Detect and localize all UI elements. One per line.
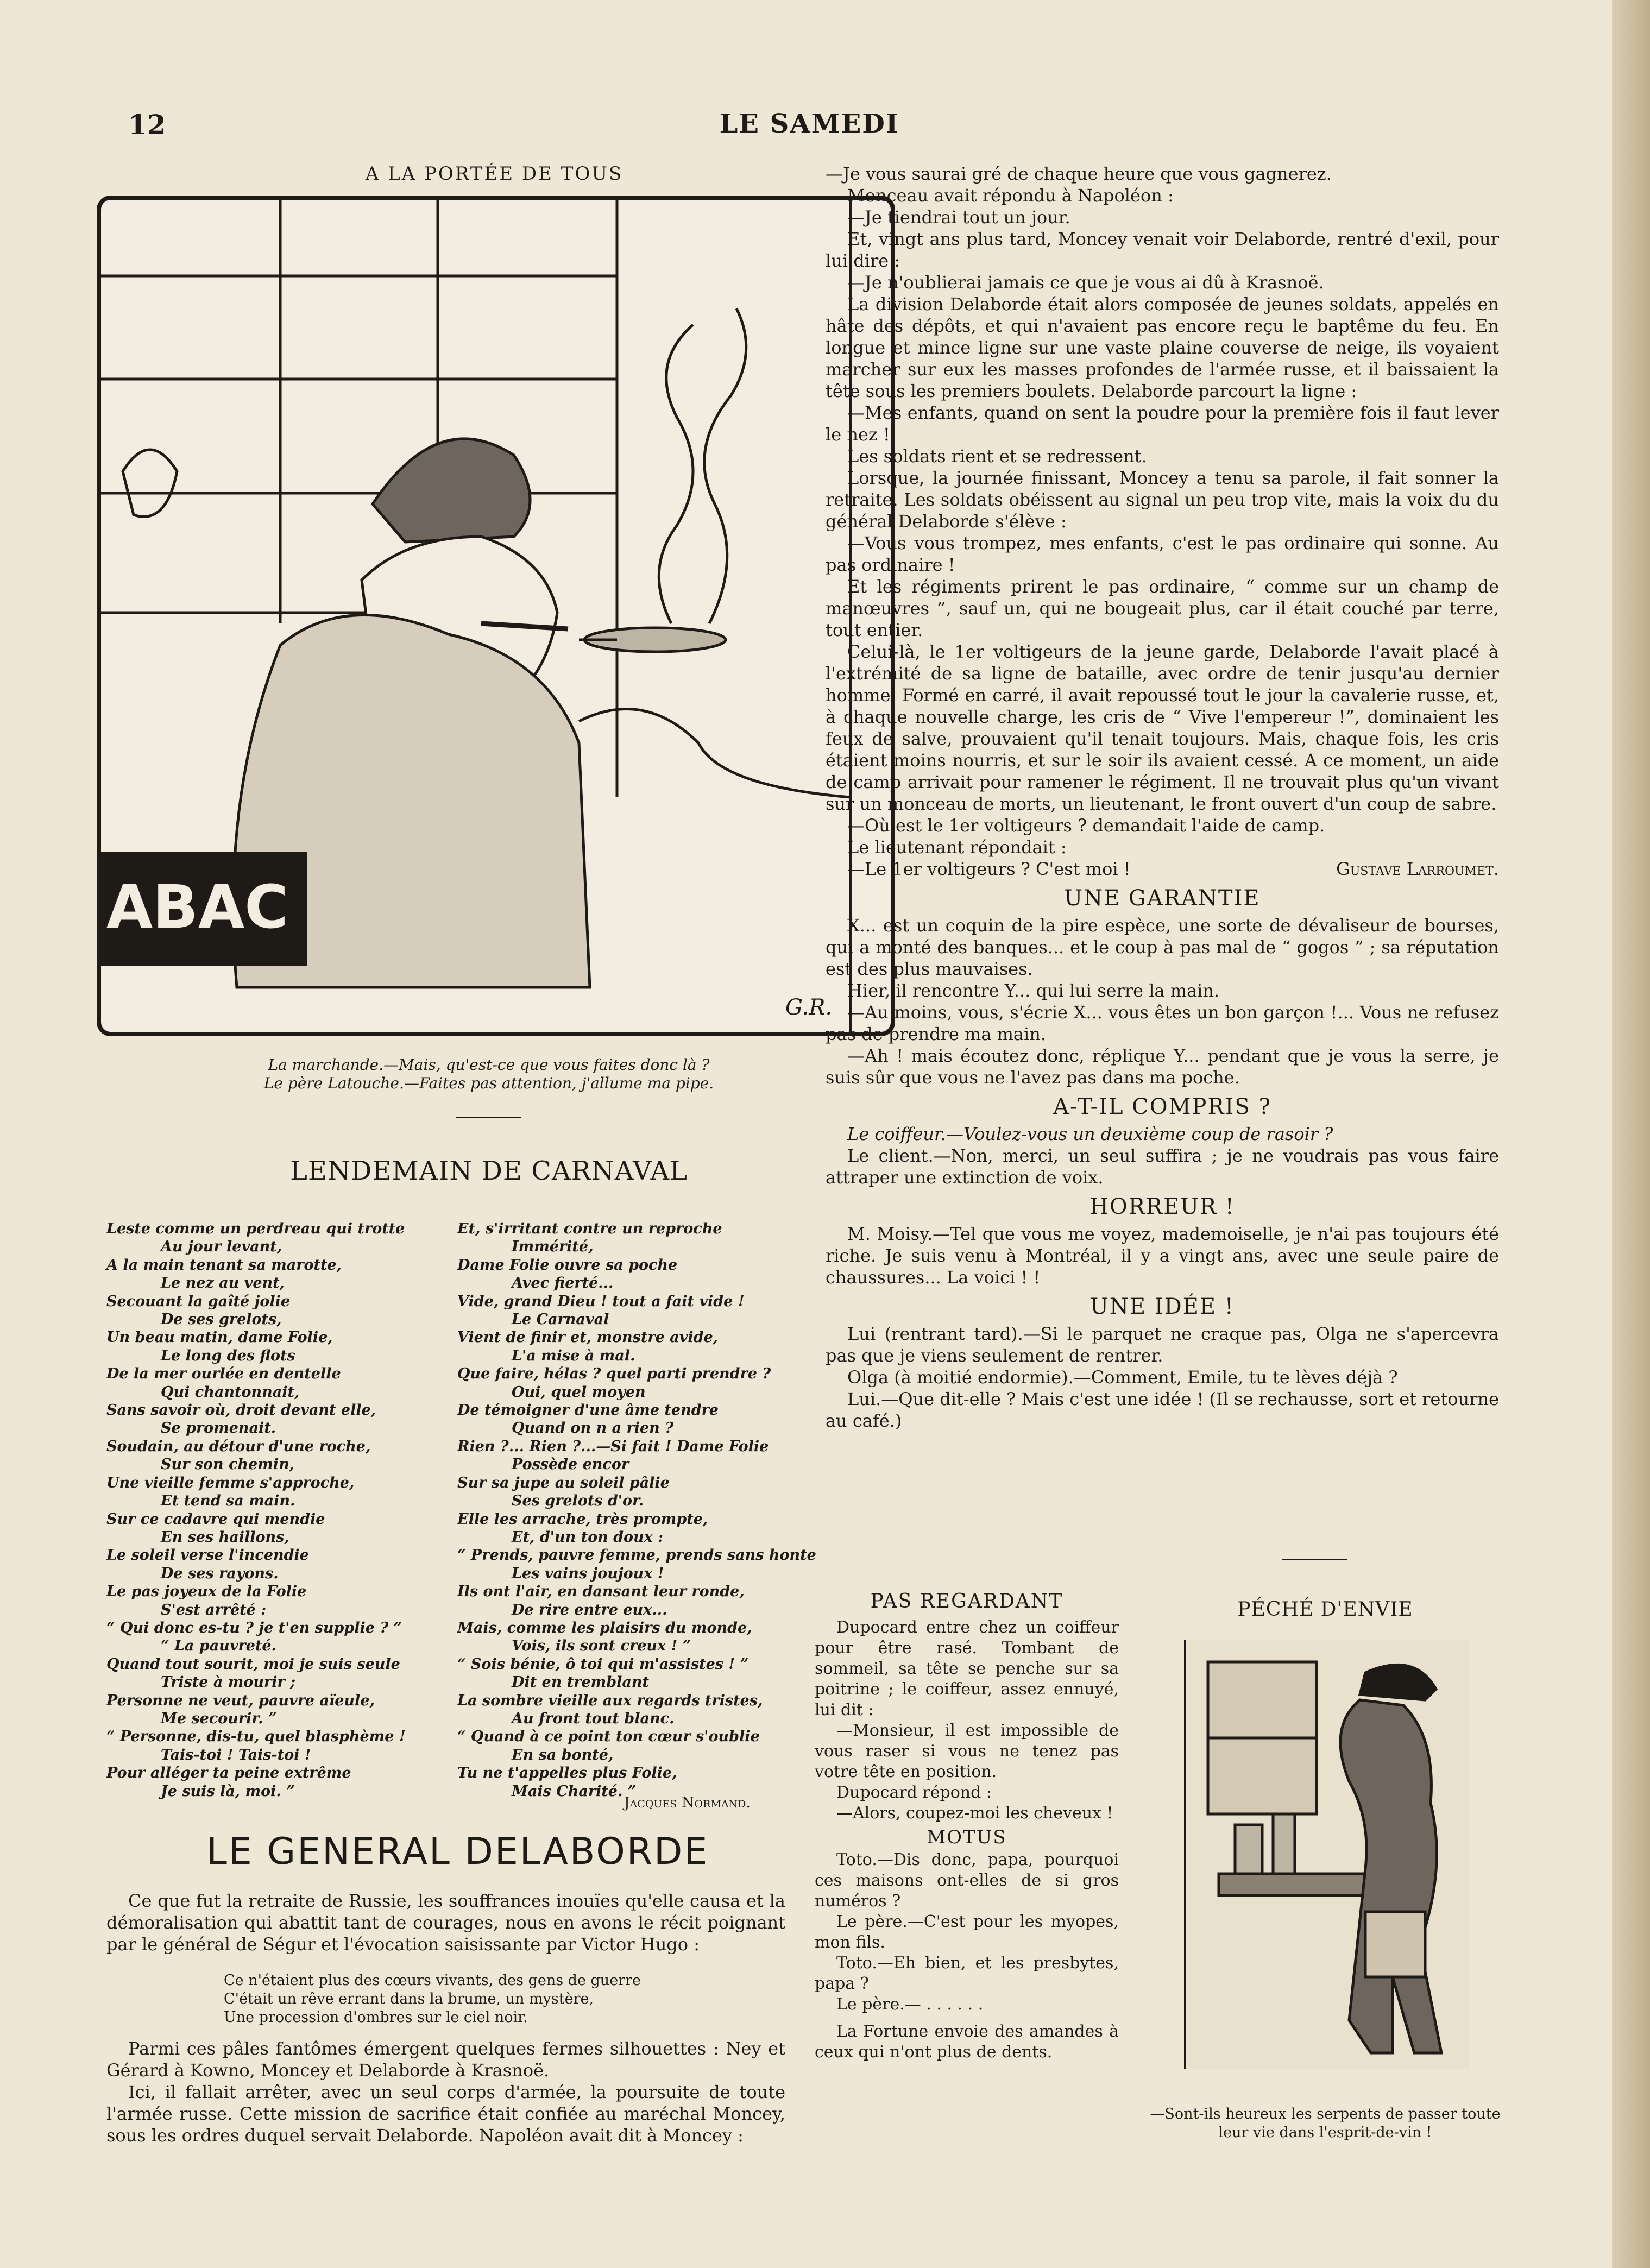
poem-line: Qui chantonnait, bbox=[161, 1383, 300, 1401]
article-paragraph: Le lieutenant répondait : bbox=[847, 837, 1067, 858]
garantie-title: UNE GARANTIE bbox=[1064, 886, 1261, 911]
envie-drawing bbox=[1186, 1640, 1469, 2069]
poem-line: Ses grelots d'or. bbox=[512, 1492, 644, 1510]
poem-line: En ses haillons, bbox=[161, 1528, 289, 1546]
poem-line: Soudain, au détour d'une roche, bbox=[106, 1438, 371, 1455]
idee-paragraph: Lui.—Que dit-elle ? Mais c'est une idée ! (Il se rechausse, sort et retourne au café.) bbox=[826, 1389, 1499, 1431]
shop-sign-text: ABAC bbox=[106, 872, 288, 942]
poem-line: Et, s'irritant contre un reproche bbox=[457, 1220, 722, 1237]
jokes-column bbox=[815, 1591, 1119, 2063]
poem-line: Que faire, hélas ? quel parti prendre ? bbox=[457, 1365, 771, 1383]
poem-line: Triste à mourir ; bbox=[161, 1674, 296, 1691]
motus-paragraph: Toto.—Dis donc, papa, pourquoi ces maisons ont-elles de si gros numéros ? bbox=[815, 1850, 1119, 1911]
article-title: LE GENERAL DELABORDE bbox=[206, 1830, 709, 1873]
article-paragraph: Celui-là, le 1er voltigeurs de la jeune garde, Delaborde l'avait placé à l'extrémité de sa ligne de bataille, avec ordre de tenir jusqu'au dernier homme. Formé en carré, il avait repoussé tout le jour la cavalerie russe, et, à chaque nouvelle charge, les cris de “ Vive l'empereur !”, dominaient les feux de salve, prouvaient qu'il tenait toujours. Mais, chaque fois, les cris étaient moins nourris, et sur le soir ils avaient cessé. A ce moment, un aide de camp arrivait pour ramener le régiment. Il ne trouvait plus qu'un vivant sur un monceau de morts, un lieutenant, le front ouvert d'un coup de sabre. bbox=[826, 641, 1499, 814]
motus-paragraph: Le père.—C'est pour les myopes, mon fils. bbox=[815, 1912, 1119, 1952]
poem-line: Avec fierté... bbox=[512, 1275, 614, 1292]
poem-line: Le soleil verse l'incendie bbox=[106, 1547, 309, 1564]
poem-column-2 bbox=[457, 1220, 816, 1800]
poem-line: De témoigner d'une âme tendre bbox=[457, 1402, 719, 1419]
article-paragraph bbox=[826, 858, 1499, 880]
regardant-paragraph: —Alors, coupez-moi les cheveux ! bbox=[836, 1804, 1113, 1823]
poem-line: Immérité, bbox=[512, 1238, 594, 1256]
article-paragraph: Et les régiments prirent le pas ordinaire, “ comme sur un champ de manœuvres ”, sauf un, qui ne bougeait plus, car il était couché par terre, tout entier. bbox=[826, 576, 1499, 640]
cartoon-illustration bbox=[97, 196, 895, 1036]
poem-line: S'est arrêté : bbox=[161, 1601, 267, 1618]
poem-line: Possède encor bbox=[512, 1456, 629, 1473]
poem-line: De la mer ourlée en dentelle bbox=[106, 1365, 341, 1383]
poem-line: Les vains joujoux ! bbox=[512, 1565, 664, 1582]
idee-paragraph: Lui (rentrant tard).—Si le parquet ne craque pas, Olga ne s'apercevra pas que je viens seulement de rentrer. bbox=[826, 1324, 1499, 1366]
poem-line: “ Personne, dis-tu, quel blasphème ! bbox=[106, 1728, 406, 1746]
regardant-paragraph: Dupocard répond : bbox=[836, 1783, 992, 1802]
poem-line: A la main tenant sa marotte, bbox=[106, 1256, 342, 1274]
poem-line: Et, d'un ton doux : bbox=[512, 1528, 664, 1546]
article-right-column bbox=[826, 163, 1499, 1432]
envie-caption: —Sont-ils heureux les serpents de passer toute leur vie dans l'esprit-de-vin ! bbox=[1150, 2106, 1501, 2141]
article-paragraph: Les soldats rient et se redressent. bbox=[847, 446, 1147, 467]
poem-line: Quand tout sourit, moi je suis seule bbox=[106, 1655, 400, 1673]
poem-author: Jacques Normand. bbox=[624, 1794, 751, 1811]
compris-title: A-T-IL COMPRIS ? bbox=[1053, 1094, 1271, 1119]
garantie-paragraph: —Ah ! mais écoutez donc, réplique Y... pendant que je vous la serre, je suis sûr que vous ne l'avez pas dans ma poche. bbox=[826, 1045, 1499, 1088]
article-paragraph: —Où est le 1er voltigeurs ? demandait l'aide de camp. bbox=[847, 815, 1325, 836]
poem-line: Sur ce cadavre qui mendie bbox=[106, 1510, 325, 1528]
poem-line: Le Carnaval bbox=[512, 1311, 609, 1328]
poem-line: Me secourir. ” bbox=[161, 1710, 277, 1727]
garantie-paragraph: Hier, il rencontre Y... qui lui serre la main. bbox=[847, 980, 1220, 1001]
article-paragraph: Et, vingt ans plus tard, Moncey venait voir Delaborde, rentré d'exil, pour lui dire : bbox=[826, 229, 1499, 271]
motus-title: MOTUS bbox=[927, 1826, 1007, 1848]
regardant-paragraph: —Monsieur, il est impossible de vous raser si vous ne tenez pas votre tête en position. bbox=[815, 1721, 1119, 1781]
cartoon-title: A LA PORTÉE DE TOUS bbox=[365, 163, 624, 185]
page-number: 12 bbox=[128, 109, 166, 141]
poem-line: “ Quand à ce point ton cœur s'oublie bbox=[457, 1728, 760, 1746]
article-paragraph: Ici, il fallait arrêter, avec un seul corps d'armée, la poursuite de toute l'armée russe. Cette mission de sacrifice était confiée au maréchal Moncey, sous les ordres duquel servait Delaborde. Napoléon avait dit à Moncey : bbox=[106, 2082, 785, 2146]
quote-line: C'était un rêve errant dans la brume, un mystère, bbox=[224, 1990, 594, 2007]
poem-line: Ils ont l'air, en dansant leur ronde, bbox=[457, 1583, 745, 1601]
compris-paragraph: Le coiffeur.—Voulez-vous un deuxième coup de rasoir ? bbox=[847, 1124, 1333, 1144]
envie-title: PÉCHÉ D'ENVIE bbox=[1237, 1598, 1413, 1621]
motus-paragraph: Toto.—Eh bien, et les presbytes, papa ? bbox=[815, 1954, 1119, 1993]
caption-line: La marchande.—Mais, qu'est-ce que vous faites donc là ? bbox=[268, 1056, 710, 1074]
article-paragraph: —Je vous saurai gré de chaque heure que vous gagnerez. bbox=[826, 163, 1332, 184]
cartoon-signature: G.R. bbox=[785, 995, 833, 1020]
poem-line: Un beau matin, dame Folie, bbox=[106, 1329, 333, 1346]
journal-title: LE SAMEDI bbox=[719, 109, 899, 139]
poem-line: Sans savoir où, droit devant elle, bbox=[106, 1402, 376, 1419]
poem-column-1 bbox=[106, 1220, 465, 1800]
article-paragraph: La division Delaborde était alors composée de jeunes soldats, appelés en hâte des dépôts, et qui n'avaient pas encore reçu le baptême du feu. En longue et mince ligne sur une vaste plaine couverse de neige, ils voyaient marcher sur eux les masses profondes de l'armée russe, et il baissaient la tête sous les premiers boulets. Delaborde parcourt la ligne : bbox=[826, 294, 1499, 401]
article-paragraph: —Mes enfants, quand on sent la poudre pour la première fois il faut lever le nez ! bbox=[826, 402, 1499, 445]
garantie-paragraph: X... est un coquin de la pire espèce, une sorte de dévaliseur de bourses, qui a monté des banques... et le coup à pas mal de “ gogos ” ; sa réputation est des plus mauvaises. bbox=[826, 915, 1499, 979]
cartoon-caption bbox=[163, 1056, 815, 1093]
poem-line: Vide, grand Dieu ! tout a fait vide ! bbox=[457, 1293, 745, 1310]
poem-line: Je suis là, moi. ” bbox=[161, 1782, 295, 1800]
poem-line: Au front tout blanc. bbox=[512, 1710, 675, 1727]
poem-line: Elle les arrache, très prompte, bbox=[457, 1510, 708, 1528]
poem-line: En sa bonté, bbox=[512, 1746, 614, 1763]
poem-line: Mais, comme les plaisirs du monde, bbox=[457, 1619, 752, 1636]
poem-line: De rire entre eux... bbox=[512, 1601, 667, 1618]
cartoon-drawing bbox=[101, 200, 891, 1032]
garantie-paragraph: —Au moins, vous, s'écrie X... vous êtes un bon garçon !... Vous ne refusez pas de prendre ma main. bbox=[826, 1002, 1499, 1044]
regardant-paragraph: Dupocard entre chez un coiffeur pour être rasé. Tombant de sommeil, sa tête se penche sur sa poitrine ; le coiffeur, assez ennuyé, lui dit : bbox=[815, 1618, 1119, 1719]
horreur-paragraph: M. Moisy.—Tel que vous me voyez, mademoiselle, je n'ai pas toujours été riche. Je suis venu à Montréal, il y a vingt ans, avec une seule paire de chaussures... La voici ! ! bbox=[826, 1224, 1499, 1288]
poem-line: Le pas joyeux de la Folie bbox=[106, 1583, 307, 1601]
poem-line: De ses grelots, bbox=[161, 1311, 282, 1328]
article-left-column bbox=[106, 1890, 785, 1955]
article-paragraph: —Je n'oublierai jamais ce que je vous ai dû à Krasnoë. bbox=[847, 272, 1324, 293]
poem-line: Personne ne veut, pauvre aïeule, bbox=[106, 1692, 375, 1709]
motus-paragraph: La Fortune envoie des amandes à ceux qui n'ont plus de dents. bbox=[815, 2022, 1119, 2062]
article-paragraph: —Vous vous trompez, mes enfants, c'est le pas ordinaire qui sonne. Au pas ordinaire ! bbox=[826, 533, 1499, 575]
poem-line: Sur sa jupe au soleil pâlie bbox=[457, 1474, 670, 1491]
horreur-title: HORREUR ! bbox=[1089, 1194, 1235, 1219]
poem-line: Tu ne t'appelles plus Folie, bbox=[457, 1765, 677, 1782]
article-paragraph: Monceau avait répondu à Napoléon : bbox=[847, 185, 1174, 206]
poem-line: Quand on n a rien ? bbox=[512, 1420, 674, 1437]
poem-title: LENDEMAIN DE CARNAVAL bbox=[290, 1156, 688, 1186]
poem-line: “ La pauvreté. bbox=[161, 1637, 276, 1655]
hugo-quote bbox=[224, 1971, 767, 2027]
caption-line: Le père Latouche.—Faites pas attention, j'allume ma pipe. bbox=[263, 1074, 714, 1092]
poem-line: Dit en tremblant bbox=[512, 1674, 649, 1691]
divider bbox=[1282, 1559, 1347, 1560]
article-paragraph: —Je tiendrai tout un jour. bbox=[847, 207, 1070, 228]
poem-line: Vois, ils sont creux ! ” bbox=[512, 1637, 691, 1655]
regardant-title: PAS REGARDANT bbox=[870, 1590, 1063, 1612]
idee-paragraph: Olga (à moitié endormie).—Comment, Emile, tu te lèves déjà ? bbox=[847, 1367, 1398, 1388]
poem-line: Le long des flots bbox=[161, 1347, 295, 1364]
poem-line: Le nez au vent, bbox=[161, 1275, 285, 1292]
quote-line: Ce n'étaient plus des cœurs vivants, des gens de guerre bbox=[224, 1972, 641, 1989]
article-intro: Ce que fut la retraite de Russie, les souffrances inouïes qu'elle causa et la démoralisation qui abattit tant de courages, nous en avons le récit poignant par le général de Ségur et l'évocation saisissante par Victor Hugo : bbox=[106, 1891, 785, 1955]
poem-line: Et tend sa main. bbox=[161, 1492, 295, 1510]
article-paragraph: Lorsque, la journée finissant, Moncey a tenu sa parole, il fait sonner la retraite. Les soldats obéissent au signal un peu trop vite, mais la voix du du général Delaborde s'élève : bbox=[826, 468, 1499, 532]
idee-title: UNE IDÉE ! bbox=[1090, 1294, 1235, 1319]
poem-line: Rien ?... Rien ?...—Si fait ! Dame Folie bbox=[457, 1438, 769, 1455]
poem-line: Mais Charité. ” bbox=[512, 1782, 637, 1800]
poem-line: Tais-toi ! Tais-toi ! bbox=[161, 1746, 311, 1763]
poem-line: De ses rayons. bbox=[161, 1565, 279, 1582]
poem-line: Pour alléger ta peine extrême bbox=[106, 1765, 351, 1782]
poem-line: La sombre vieille aux regards tristes, bbox=[457, 1692, 763, 1709]
poem-line: Leste comme un perdreau qui trotte bbox=[106, 1220, 405, 1237]
poem-line: Une vieille femme s'approche, bbox=[106, 1474, 355, 1491]
envie-illustration bbox=[1184, 1640, 1469, 2069]
article-paragraph: Parmi ces pâles fantômes émergent quelques fermes silhouettes : Ney et Gérard à Kowno, Moncey et Delaborde à Krasnoë. bbox=[106, 2038, 785, 2081]
poem-line: Au jour levant, bbox=[161, 1238, 282, 1256]
poem-line: “ Qui donc es-tu ? je t'en supplie ? ” bbox=[106, 1619, 402, 1636]
page-edge bbox=[1612, 0, 1650, 2268]
article-paragraph-text: —Le 1er voltigeurs ? C'est moi ! bbox=[847, 859, 1131, 879]
motus-paragraph: Le père.— . . . . . . bbox=[836, 1995, 984, 2014]
compris-paragraph: Le client.—Non, merci, un seul suffira ; je ne voudrais pas vous faire attraper une extinction de voix. bbox=[826, 1145, 1499, 1188]
poem-line: Dame Folie ouvre sa poche bbox=[457, 1256, 678, 1274]
poem-line: Secouant la gaîté jolie bbox=[106, 1293, 291, 1310]
poem-line: “ Prends, pauvre femme, prends sans honte bbox=[457, 1547, 816, 1564]
poem-line: Se promenait. bbox=[161, 1420, 276, 1437]
quote-line: Une procession d'ombres sur le ciel noir. bbox=[224, 2009, 528, 2026]
article-left-column-2 bbox=[106, 2038, 785, 2146]
poem-line: Sur son chemin, bbox=[161, 1456, 295, 1473]
poem-line: “ Sois bénie, ô toi qui m'assistes ! ” bbox=[457, 1655, 749, 1673]
poem-line: Vient de finir et, monstre avide, bbox=[457, 1329, 719, 1346]
poem-line: Oui, quel moyen bbox=[512, 1383, 646, 1401]
article-author: Gustave Larroumet. bbox=[1336, 859, 1499, 879]
poem-line: L'a mise à mal. bbox=[512, 1347, 635, 1364]
divider bbox=[456, 1117, 521, 1118]
